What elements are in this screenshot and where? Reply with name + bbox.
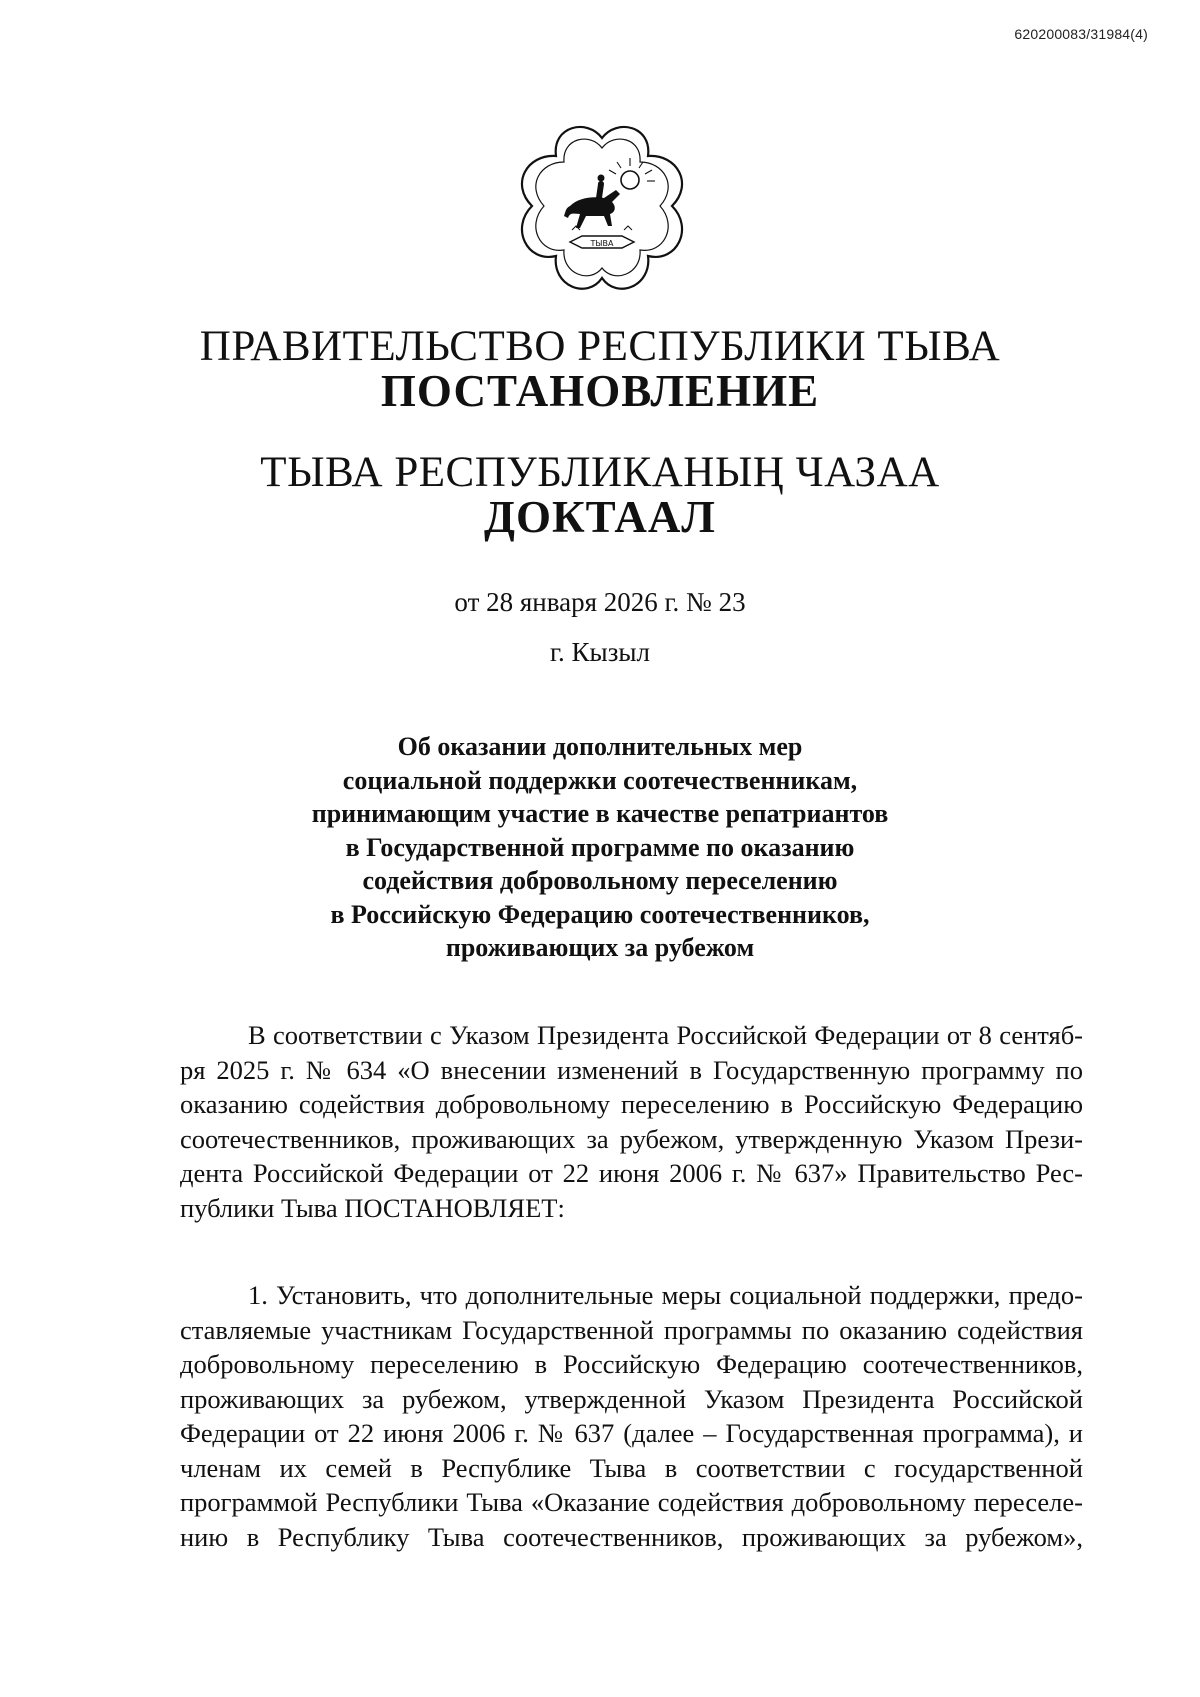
title-line: в Государственной программе по оказанию xyxy=(345,832,855,862)
paragraph-line: проживающих за рубежом, утвержденной Указом Президента Российской xyxy=(180,1383,1083,1414)
title-line: в Российскую Федерацию соотечественников, xyxy=(330,899,870,929)
title-line: содействия добровольному переселению xyxy=(362,866,838,895)
paragraph-line: программой Республики Тыва «Оказание содействия добровольному переселе- xyxy=(180,1487,1083,1517)
paragraph-line: Федерации от 22 июня 2006 г. № 637 (далее – Государственная программа), и xyxy=(180,1418,1083,1448)
document-type-tyv: ДОКТААЛ xyxy=(484,492,716,542)
paragraph-line: соотечественников, проживающих за рубежом, утвержденную Указом Прези- xyxy=(180,1123,1083,1154)
paragraph-line: оказанию содействия добровольному переселению в Российскую Федерацию xyxy=(180,1089,1083,1119)
paragraph-line: добровольному переселению в Российскую Федерацию соотечественников, xyxy=(180,1349,1083,1379)
paragraph-line: нию в Республику Тыва соотечественников, проживающих за рубежом», xyxy=(180,1521,1083,1552)
document-title xyxy=(0,730,1200,965)
title-line: проживающих за рубежом xyxy=(445,933,755,962)
document-id: 620200083/31984(4) xyxy=(1014,26,1148,42)
paragraph-line: дента Российской Федерации от 22 июня 2006 г. № 637» Правительство Рес- xyxy=(180,1158,1083,1188)
paragraph-line: В соответствии с Указом Президента Российской Федерации от 8 сентяб- xyxy=(248,1020,1083,1050)
paragraph-line: ря 2025 г. № 634 «О внесении изменений в Государственную программу по xyxy=(180,1054,1083,1085)
paragraph-line: членам их семей в Республике Тыва в соответствии с государственной xyxy=(180,1452,1083,1483)
paragraph-item-1 xyxy=(180,1278,1083,1554)
document-city: г. Кызыл xyxy=(550,637,650,667)
paragraph-line: ставляемые участникам Государственной программы по оказанию содействия xyxy=(180,1314,1083,1345)
emblem-icon xyxy=(512,118,692,298)
title-line: Об оказании дополнительных мер xyxy=(397,732,803,761)
paragraph-preamble xyxy=(180,1018,1083,1225)
paragraph-line: 1. Установить, что дополнительные меры социальной поддержки, предо- xyxy=(248,1280,1083,1310)
government-name-tyv: ТЫВА РЕСПУБЛИКАНЫҢ ЧАЗАА xyxy=(260,449,940,496)
document-type-ru: ПОСТАНОВЛЕНИЕ xyxy=(380,366,820,416)
emblem-inscription: ТЫВА xyxy=(590,239,614,248)
document-date: от 28 января 2026 г. № 23 xyxy=(454,587,746,617)
paragraph-line: публики Тыва ПОСТАНОВЛЯЕТ: xyxy=(180,1192,565,1223)
title-line: принимающим участие в качестве репатриантов xyxy=(311,799,889,828)
title-line: социальной поддержки соотечественникам, xyxy=(342,765,858,795)
government-name-ru: ПРАВИТЕЛЬСТВО РЕСПУБЛИКИ ТЫВА xyxy=(199,323,1001,370)
